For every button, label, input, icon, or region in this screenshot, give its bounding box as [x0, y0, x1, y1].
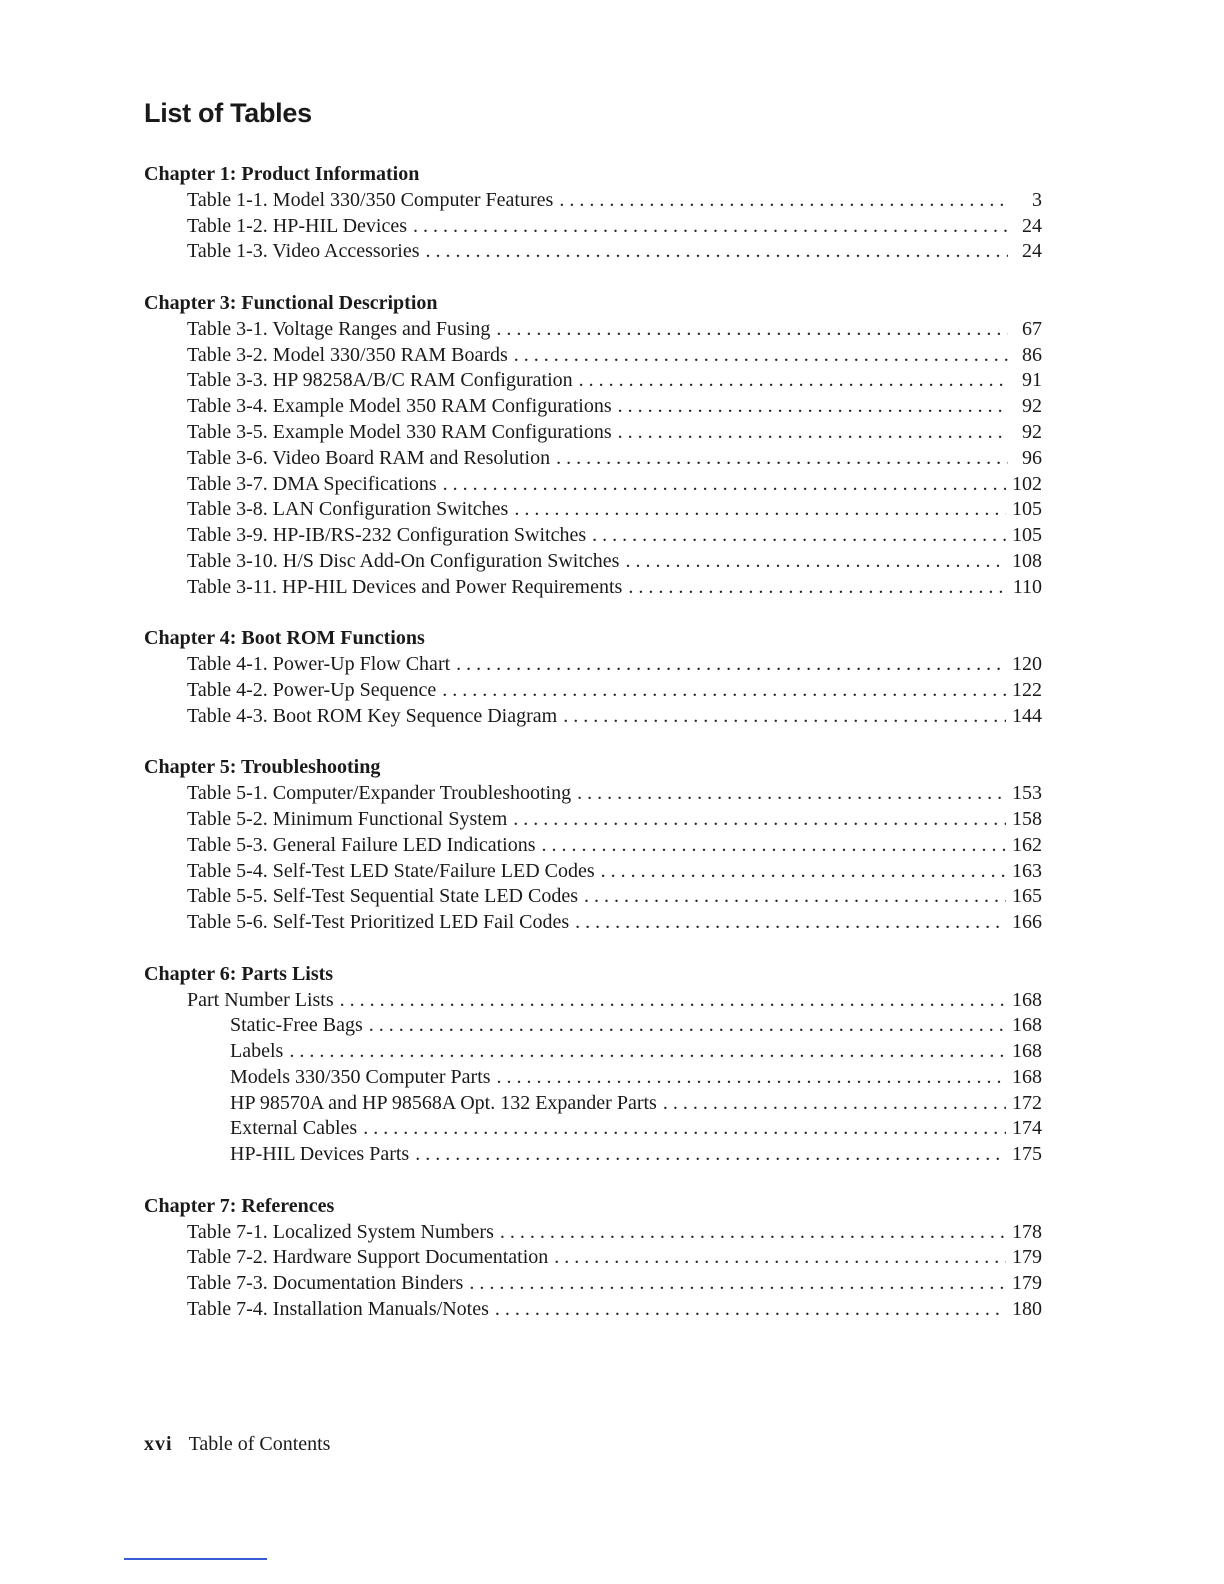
dot-leader	[575, 910, 1006, 936]
entry-page-number: 144	[1012, 704, 1042, 727]
toc-entry[interactable]	[144, 420, 1042, 446]
entry-title: Table 4-1. Power-Up Flow Chart	[187, 653, 451, 676]
entry-title: Table 3-9. HP-IB/RS-232 Configuration Switches	[187, 524, 587, 547]
entry-page-number: 92	[1022, 420, 1042, 443]
entry-page-number: 162	[1012, 833, 1042, 856]
toc-entry[interactable]	[144, 214, 1042, 240]
toc-entry[interactable]	[144, 833, 1042, 859]
toc-entry[interactable]	[144, 497, 1042, 523]
entry-title: Table 5-6. Self-Test Prioritized LED Fail Codes	[187, 911, 570, 934]
toc-entry[interactable]	[144, 394, 1042, 420]
chapter-heading: Chapter 5: Troubleshooting	[144, 756, 381, 779]
entry-page-number: 105	[1012, 524, 1042, 547]
entry-title: Table 5-2. Minimum Functional System	[187, 807, 508, 830]
chapter-heading: Chapter 6: Parts Lists	[144, 962, 334, 985]
toc-entry[interactable]	[144, 859, 1042, 885]
entry-page-number: 91	[1022, 369, 1042, 392]
entry-title: Table 3-1. Voltage Ranges and Fusing	[187, 317, 491, 340]
dot-leader	[340, 988, 1006, 1014]
entry-title: Table 3-4. Example Model 350 RAM Configurations	[187, 395, 612, 418]
entry-title: HP-HIL Devices Parts	[230, 1143, 410, 1166]
page-title: List of Tables	[144, 98, 312, 128]
dot-leader	[413, 214, 1008, 240]
dot-leader	[496, 317, 1008, 343]
entry-page-number: 180	[1012, 1298, 1042, 1321]
entry-page-number: 102	[1012, 472, 1042, 495]
entry-title: Table 3-10. H/S Disc Add-On Configuration Switches	[187, 549, 620, 572]
chapter-heading: Chapter 1: Product Information	[144, 163, 420, 185]
dot-leader	[500, 1220, 1006, 1246]
toc-entry[interactable]	[144, 1039, 1042, 1065]
entry-title: Table 3-8. LAN Configuration Switches	[187, 498, 509, 521]
toc-entry[interactable]	[144, 549, 1042, 575]
entry-title: Static-Free Bags	[230, 1014, 363, 1037]
dot-leader	[469, 1271, 1006, 1297]
dot-leader	[363, 1116, 1006, 1142]
toc-entry[interactable]	[144, 239, 1042, 265]
entry-page-number: 110	[1012, 575, 1042, 598]
entry-page-number: 168	[1012, 1014, 1042, 1037]
toc-entry[interactable]	[144, 1091, 1042, 1117]
toc-entry[interactable]	[144, 446, 1042, 472]
entry-page-number: 166	[1012, 911, 1042, 934]
toc-entry[interactable]	[144, 1116, 1042, 1142]
entry-page-number: 179	[1012, 1272, 1042, 1295]
entry-page-number: 168	[1012, 1065, 1042, 1088]
chapter-section	[144, 755, 1042, 936]
entry-title: Table 1-3. Video Accessories	[187, 240, 420, 263]
dot-leader	[554, 1245, 1006, 1271]
entry-page-number: 168	[1012, 1040, 1042, 1063]
toc-entry[interactable]	[144, 343, 1042, 369]
entry-title: Table 5-1. Computer/Expander Troubleshooting	[187, 782, 572, 805]
dot-leader	[577, 781, 1006, 807]
dot-leader	[514, 497, 1006, 523]
dot-leader	[443, 472, 1006, 498]
toc-entry[interactable]	[144, 652, 1042, 678]
dot-leader	[495, 1297, 1006, 1323]
dot-leader	[601, 859, 1006, 885]
dot-leader	[592, 523, 1006, 549]
entry-page-number: 108	[1012, 549, 1042, 572]
entry-page-number: 172	[1012, 1091, 1042, 1114]
entry-page-number: 163	[1012, 859, 1042, 882]
entry-title: Table 3-2. Model 330/350 RAM Boards	[187, 343, 508, 366]
dot-leader	[618, 394, 1008, 420]
toc-entry[interactable]	[144, 1065, 1042, 1091]
dot-leader	[663, 1091, 1006, 1117]
entry-page-number: 120	[1012, 653, 1042, 676]
toc-entry[interactable]	[144, 188, 1042, 214]
toc-entry[interactable]	[144, 781, 1042, 807]
entry-page-number: 168	[1012, 988, 1042, 1011]
toc-entry[interactable]	[144, 884, 1042, 910]
toc-entry[interactable]	[144, 1013, 1042, 1039]
toc-entry[interactable]	[144, 1297, 1042, 1323]
entry-title: Table 7-1. Localized System Numbers	[187, 1220, 494, 1243]
entry-page-number: 105	[1012, 498, 1042, 521]
dot-leader	[556, 446, 1008, 472]
dot-leader	[579, 368, 1008, 394]
chapter-heading: Chapter 4: Boot ROM Functions	[144, 627, 425, 650]
dot-leader	[442, 678, 1006, 704]
page-footer	[144, 1433, 330, 1456]
entry-page-number: 3	[1032, 188, 1042, 211]
entry-page-number: 96	[1022, 446, 1042, 469]
entry-title: External Cables	[230, 1117, 358, 1140]
toc-entry[interactable]	[144, 575, 1042, 601]
chapter-section	[144, 626, 1042, 729]
footer-section-title: Table of Contents	[188, 1433, 331, 1455]
entry-title: Table 1-2. HP-HIL Devices	[187, 214, 408, 237]
toc-entry[interactable]	[144, 1220, 1042, 1246]
chapter-section	[144, 962, 1042, 1168]
chapter-heading: Chapter 7: References	[144, 1194, 335, 1217]
bottom-divider	[124, 1558, 267, 1560]
entry-title: Table 3-11. HP-HIL Devices and Power Requirements	[187, 575, 623, 598]
entry-title: Table 5-3. General Failure LED Indications	[187, 833, 536, 856]
dot-leader	[563, 704, 1006, 730]
dot-leader	[584, 884, 1006, 910]
entry-page-number: 122	[1012, 678, 1042, 701]
entry-page-number: 178	[1012, 1220, 1042, 1243]
toc-entry[interactable]	[144, 368, 1042, 394]
page-number: xvi	[144, 1433, 173, 1455]
toc-entry[interactable]	[144, 472, 1042, 498]
dot-leader	[625, 549, 1006, 575]
entry-title: Table 5-5. Self-Test Sequential State LED Codes	[187, 885, 578, 908]
dot-leader	[541, 833, 1006, 859]
dot-leader	[514, 343, 1008, 369]
entry-page-number: 24	[1022, 240, 1042, 263]
toc-entry[interactable]	[144, 523, 1042, 549]
dot-leader	[618, 420, 1008, 446]
dot-leader	[456, 652, 1006, 678]
entry-title: Table 1-1. Model 330/350 Computer Features	[187, 188, 554, 211]
dot-leader	[369, 1013, 1006, 1039]
entry-title: Table 3-6. Video Board RAM and Resolution	[187, 446, 551, 469]
entry-title: Labels	[230, 1040, 284, 1063]
entry-page-number: 158	[1012, 807, 1042, 830]
entry-title: HP 98570A and HP 98568A Opt. 132 Expander Parts	[230, 1091, 657, 1114]
entry-title: Table 3-7. DMA Specifications	[187, 472, 437, 495]
dot-leader	[415, 1142, 1006, 1168]
entry-title: Table 3-5. Example Model 330 RAM Configurations	[187, 420, 612, 443]
toc-entry[interactable]	[144, 807, 1042, 833]
dot-leader	[289, 1039, 1006, 1065]
toc-entry[interactable]	[144, 704, 1042, 730]
toc-entry[interactable]	[144, 910, 1042, 936]
chapter-section	[144, 291, 1042, 601]
entry-title: Table 7-3. Documentation Binders	[187, 1272, 464, 1295]
dot-leader	[559, 188, 1008, 214]
toc-entry[interactable]	[144, 1142, 1042, 1168]
dot-leader	[426, 239, 1008, 265]
entry-page-number: 67	[1022, 317, 1042, 340]
toc-entry[interactable]	[144, 678, 1042, 704]
dot-leader	[497, 1065, 1006, 1091]
entry-title: Table 7-2. Hardware Support Documentation	[187, 1246, 549, 1269]
chapter-section	[144, 1194, 1042, 1323]
entry-title: Table 5-4. Self-Test LED State/Failure LED Codes	[187, 859, 595, 882]
entry-title: Models 330/350 Computer Parts	[230, 1065, 491, 1088]
entry-title: Table 7-4. Installation Manuals/Notes	[187, 1298, 489, 1321]
entry-page-number: 24	[1022, 214, 1042, 237]
list-of-tables	[144, 162, 1042, 1349]
entry-page-number: 153	[1012, 782, 1042, 805]
entry-page-number: 92	[1022, 395, 1042, 418]
entry-title: Table 4-3. Boot ROM Key Sequence Diagram	[187, 704, 558, 727]
entry-page-number: 86	[1022, 343, 1042, 366]
entry-title: Part Number Lists	[187, 988, 334, 1011]
entry-page-number: 179	[1012, 1246, 1042, 1269]
entry-page-number: 165	[1012, 885, 1042, 908]
entry-title: Table 4-2. Power-Up Sequence	[187, 678, 437, 701]
entry-page-number: 175	[1012, 1143, 1042, 1166]
dot-leader	[628, 575, 1006, 601]
chapter-section	[144, 162, 1042, 265]
entry-title: Table 3-3. HP 98258A/B/C RAM Configuration	[187, 369, 573, 392]
toc-entry[interactable]	[144, 317, 1042, 343]
chapter-heading: Chapter 3: Functional Description	[144, 291, 438, 314]
toc-entry[interactable]	[144, 988, 1042, 1014]
dot-leader	[513, 807, 1006, 833]
entry-page-number: 174	[1012, 1117, 1042, 1140]
toc-entry[interactable]	[144, 1245, 1042, 1271]
toc-entry[interactable]	[144, 1271, 1042, 1297]
